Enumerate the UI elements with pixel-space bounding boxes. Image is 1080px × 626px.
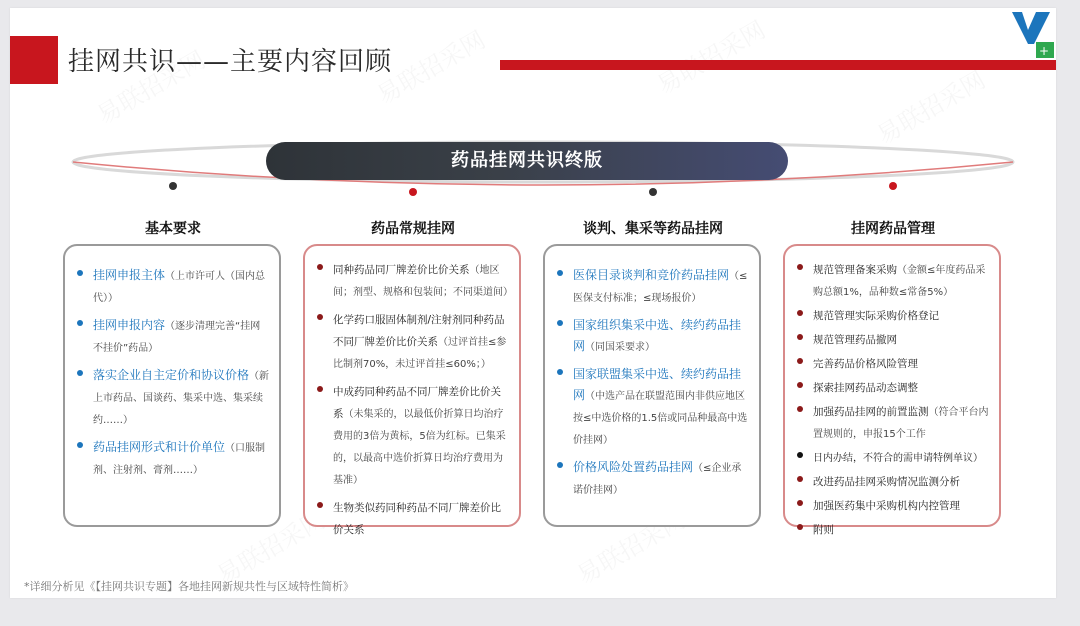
card-basic-requirements (63, 244, 281, 527)
item-note: （口服制剂、注射剂、膏剂……） (93, 443, 266, 476)
list-item (315, 380, 509, 490)
list-item (315, 496, 509, 540)
bullet-icon (797, 334, 803, 340)
list-item (75, 314, 269, 358)
bullet-icon (557, 462, 563, 468)
list-item (795, 258, 989, 302)
list-item (75, 364, 269, 430)
list-item (555, 363, 749, 450)
list-item (795, 400, 989, 444)
item-note: （过评首挂≤参比制剂70%，未过评首挂≤60%；） (333, 337, 507, 370)
page-title: 挂网共识——主要内容回顾 (68, 47, 393, 77)
bullet-icon (557, 270, 563, 276)
bullet-icon (797, 358, 803, 364)
bullet-icon (317, 502, 323, 508)
item-head: 规范管理药品撤网 (813, 334, 897, 346)
item-head: 探索挂网药品动态调整 (813, 382, 918, 394)
card-listing-management (783, 244, 1001, 536)
title-accent-bar (500, 60, 1056, 70)
slide (10, 8, 1056, 598)
list-item (795, 352, 989, 374)
connector-dot (889, 182, 897, 190)
card-regular-listing (303, 244, 521, 536)
item-note: （符合平台内置规则的，申报15个工作 (813, 407, 989, 440)
item-note: （逐步清理完善“挂网不挂价”药品） (93, 321, 261, 354)
item-note: （≤企业承诺价挂网） (573, 463, 742, 496)
bullet-icon (797, 500, 803, 506)
bullet-icon (77, 370, 83, 376)
list-item (555, 456, 749, 500)
column-title: 基本要求 (145, 221, 201, 237)
item-head: 挂网申报内容 (93, 318, 166, 332)
item-head: 日内办结，不符合的需申请特例单议） (813, 453, 983, 464)
list-item (555, 314, 749, 357)
item-note: （金额≤年度药品采购总额1%，品种数≤常备5%） (813, 265, 986, 298)
list-item (795, 376, 989, 398)
bullet-icon (797, 310, 803, 316)
list-item (315, 258, 513, 302)
item-note: （同国采要求） (585, 342, 656, 353)
item-head: 医保目录谈判和竞价药品挂网 (573, 268, 730, 282)
item-note: （上市许可人（国内总代）） (93, 271, 266, 304)
footnote: *详细分析见《【挂网共识专题】各地挂网新规共性与区域特性简析》 (24, 580, 354, 593)
item-head: 价格风险处置药品挂网 (573, 460, 694, 474)
item-note: （新上市药品、国谈药、集采中选、集采续约……） (93, 371, 270, 426)
bullet-icon (797, 524, 803, 530)
bullet-icon (317, 264, 323, 270)
column-title: 谈判、集采等药品挂网 (583, 221, 723, 237)
svg-text:+: + (1039, 44, 1050, 58)
watermark (649, 10, 770, 100)
list-item (75, 436, 269, 480)
item-note: （未集采的，以最低价折算日均治疗费用的3倍为黄标，5倍为红标。已集采的，以最高中选价折算日均治疗费用为基准） (333, 409, 506, 486)
column-title: 挂网药品管理 (851, 221, 935, 237)
item-head: 规范管理备案采购 (813, 264, 897, 276)
item-head: 完善药品价格风险管理 (813, 358, 918, 370)
connector-dot (169, 182, 177, 190)
bullet-icon (77, 320, 83, 326)
bullet-icon (317, 314, 323, 320)
item-head: 落实企业自主定价和协议价格 (93, 368, 250, 382)
list-item (555, 264, 749, 308)
bullet-icon (797, 382, 803, 388)
list-item (75, 264, 269, 308)
item-note: （中选产品在联盟范围内非供应地区按≤中选价格的1.5倍或同品种最高中选价挂网） (573, 391, 748, 446)
item-note: （≤医保支付标准；≤现场报价） (573, 271, 748, 304)
item-head: 国家联盟集采中选、续约药品挂网 (573, 367, 742, 402)
bullet-icon (557, 320, 563, 326)
list-item (795, 470, 989, 492)
title-accent-block (10, 36, 58, 84)
item-head: 国家组织集采中选、续约药品挂网 (573, 318, 742, 353)
list-item (795, 494, 989, 516)
item-head: 同种药品同厂牌差价比价关系 (333, 264, 470, 276)
item-head: 加强药品挂网的前置监测 (813, 406, 929, 418)
item-head: 挂网申报主体 (93, 268, 166, 282)
item-head: 药品挂网形式和计价单位 (93, 440, 226, 454)
item-head: 加强医药集中采购机构内控管理 (813, 500, 960, 512)
column-title: 药品常规挂网 (371, 221, 455, 237)
bullet-icon (797, 406, 803, 412)
bullet-icon (797, 476, 803, 482)
bullet-icon (797, 264, 803, 270)
list-item (795, 304, 989, 326)
item-head: 生物类似药同种药品不同厂牌差价比价关系 (333, 502, 501, 536)
list-item (795, 518, 989, 540)
list-item (315, 308, 509, 374)
bullet-icon (77, 442, 83, 448)
item-head: 附则 (813, 524, 834, 536)
bullet-icon (797, 452, 803, 458)
banner-title: 药品挂网共识终版 (266, 142, 788, 180)
connector-dot (649, 188, 657, 196)
item-head: 改进药品挂网采购情况监测分析 (813, 476, 960, 488)
bullet-icon (77, 270, 83, 276)
list-item (795, 446, 989, 468)
list-item (795, 328, 989, 350)
bullet-icon (317, 386, 323, 392)
connector-dot (409, 188, 417, 196)
item-note: （地区间；剂型、规格和包装间；不同渠道间） (333, 265, 513, 298)
item-head: 中成药同种药品不同厂牌差价比价关系 (333, 386, 501, 420)
item-head: 规范管理实际采购价格登记 (813, 310, 939, 322)
item-head: 化学药口服固体制剂/注射剂同种药品不同厂牌差价比价关系 (333, 314, 505, 348)
card-negotiation-listing (543, 244, 761, 527)
brand-logo (1006, 8, 1056, 60)
bullet-icon (557, 369, 563, 375)
